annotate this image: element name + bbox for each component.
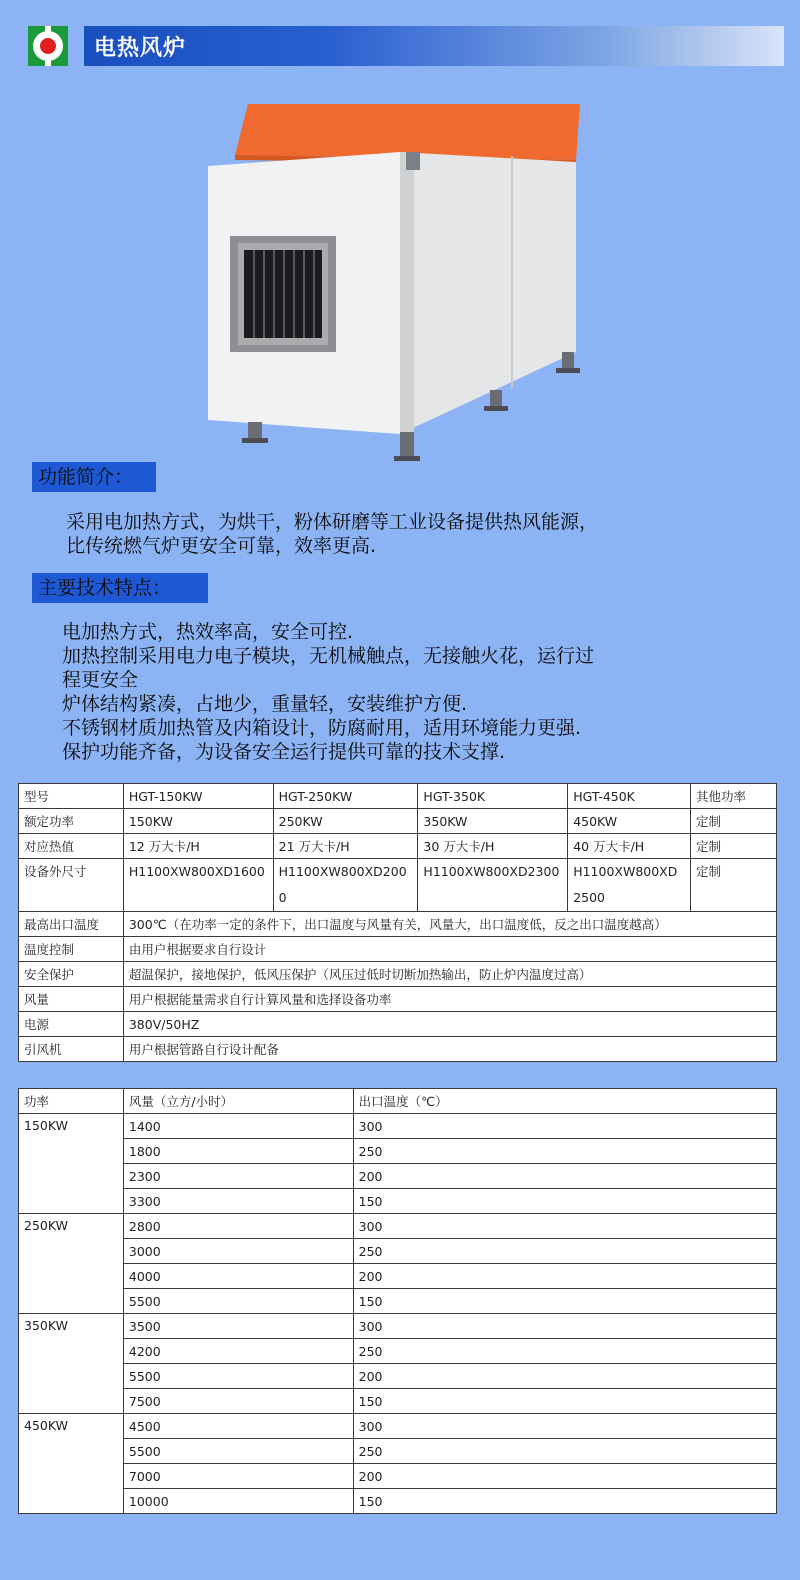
table-cell: 21 万大卡/H [273,834,418,859]
table-cell: 型号 [19,784,124,809]
power-cell: 250KW [19,1214,124,1314]
feature-line: 不锈钢材质加热管及内箱设计，防腐耐用，适用环境能力更强. [62,717,582,739]
table-cell: 300℃（在功率一定的条件下，出口温度与风量有关，风量大，出口温度低，反之出口温度越高） [123,912,776,937]
table-cell: 250 [353,1339,776,1364]
spec-table [18,783,777,1062]
table-cell: 300 [353,1214,776,1239]
table-row [19,1164,777,1189]
table-row [19,1037,777,1062]
company-logo-icon [28,26,68,66]
column-header: 功率 [19,1089,124,1114]
table-cell: 风量 [19,987,124,1012]
table-cell: 对应热值 [19,834,124,859]
table-cell: 其他功率 [691,784,777,809]
title-bar [84,26,784,66]
table-cell: HGT-150KW [123,784,273,809]
table-cell: H1100XW800XD2500 [568,859,691,912]
table-row [19,1339,777,1364]
table-cell: 4200 [123,1339,353,1364]
power-cell: 150KW [19,1114,124,1214]
table-cell: HGT-250KW [273,784,418,809]
intro-line: 采用电加热方式，为烘干，粉体研磨等工业设备提供热风能源， [66,511,599,533]
table-cell: 3500 [123,1314,353,1339]
table-row [19,834,777,859]
table-cell: 定制 [691,809,777,834]
table-cell: 安全保护 [19,962,124,987]
table-row [19,1214,777,1239]
table-cell: 250 [353,1439,776,1464]
column-header: 风量（立方/小时） [123,1089,353,1114]
table-cell: 2300 [123,1164,353,1189]
airflow-table [18,1088,777,1514]
table-cell: 4000 [123,1264,353,1289]
column-header: 出口温度（℃） [353,1089,776,1114]
table-cell: 1800 [123,1139,353,1164]
table-row [19,962,777,987]
table-cell: 250KW [273,809,418,834]
power-cell: 350KW [19,1314,124,1414]
table-cell: 超温保护，接地保护，低风压保护（风压过低时切断加热输出，防止炉内温度过高） [123,962,776,987]
table-row [19,784,777,809]
page-title: 电热风炉 [94,36,187,61]
table-cell: 200 [353,1164,776,1189]
product-image [200,100,590,470]
table-cell: 150KW [123,809,273,834]
table-header-row [19,1089,777,1114]
table-row [19,912,777,937]
table-cell: 最高出口温度 [19,912,124,937]
table-cell: 250 [353,1139,776,1164]
table-row [19,1012,777,1037]
table-row [19,1264,777,1289]
table-cell: 150 [353,1389,776,1414]
feature-line: 炉体结构紧凑，占地少，重量轻，安装维护方便. [62,693,468,715]
table-row [19,1464,777,1489]
table-cell: 150 [353,1189,776,1214]
table-row [19,1389,777,1414]
table-cell: 1400 [123,1114,353,1139]
table-cell: HGT-350K [418,784,568,809]
table-row [19,937,777,962]
table-cell: 300 [353,1414,776,1439]
power-cell: 450KW [19,1414,124,1514]
table-cell: 7500 [123,1389,353,1414]
table-cell: 电源 [19,1012,124,1037]
table-row [19,1139,777,1164]
table-cell: 定制 [691,834,777,859]
table-cell: 额定功率 [19,809,124,834]
table-row [19,987,777,1012]
table-cell: 5500 [123,1364,353,1389]
table-cell: H1100XW800XD2300 [418,859,568,912]
feature-line: 保护功能齐备，为设备安全运行提供可靠的技术支撑. [62,741,506,763]
table-cell: 250 [353,1239,776,1264]
table-cell: 300 [353,1114,776,1139]
feature-line: 程更安全 [62,669,139,691]
table-row [19,1364,777,1389]
table-row [19,809,777,834]
table-cell: 用户根据管路自行设计配备 [123,1037,776,1062]
table-cell: 380V/50HZ [123,1012,776,1037]
table-cell: 7000 [123,1464,353,1489]
feature-line: 加热控制采用电力电子模块，无机械触点，无接触火花，运行过 [62,645,595,667]
table-row [19,859,777,912]
feature-line: 电加热方式，热效率高，安全可控. [62,621,354,643]
table-row [19,1489,777,1514]
table-cell: 5500 [123,1439,353,1464]
intro-label: 功能简介： [32,462,156,492]
table-row [19,1289,777,1314]
table-cell: 由用户根据要求自行设计 [123,937,776,962]
table-cell: HGT-450K [568,784,691,809]
table-cell: 150 [353,1489,776,1514]
table-row [19,1414,777,1439]
table-cell: 200 [353,1264,776,1289]
table-row [19,1439,777,1464]
table-cell: 3300 [123,1189,353,1214]
table-cell: 4500 [123,1414,353,1439]
table-cell: 40 万大卡/H [568,834,691,859]
table-cell: 200 [353,1364,776,1389]
table-cell: 200 [353,1464,776,1489]
table-cell: 5500 [123,1289,353,1314]
table-row [19,1114,777,1139]
table-row [19,1189,777,1214]
table-cell: H1100XW800XD1600 [123,859,273,912]
table-cell: 用户根据能量需求自行计算风量和选择设备功率 [123,987,776,1012]
table-row [19,1314,777,1339]
intro-line: 比传统燃气炉更安全可靠，效率更高. [66,535,377,557]
table-cell: 30 万大卡/H [418,834,568,859]
table-cell: 2800 [123,1214,353,1239]
table-cell: 3000 [123,1239,353,1264]
table-row [19,1239,777,1264]
table-cell: 10000 [123,1489,353,1514]
table-cell: 450KW [568,809,691,834]
table-cell: 引风机 [19,1037,124,1062]
table-cell: H1100XW800XD2000 [273,859,418,912]
features-label: 主要技术特点： [32,573,208,603]
table-cell: 350KW [418,809,568,834]
table-cell: 150 [353,1289,776,1314]
intro-text [66,510,598,558]
table-cell: 定制 [691,859,777,912]
table-cell: 设备外尺寸 [19,859,124,912]
features-text [62,620,594,764]
table-cell: 12 万大卡/H [123,834,273,859]
table-cell: 300 [353,1314,776,1339]
table-cell: 温度控制 [19,937,124,962]
